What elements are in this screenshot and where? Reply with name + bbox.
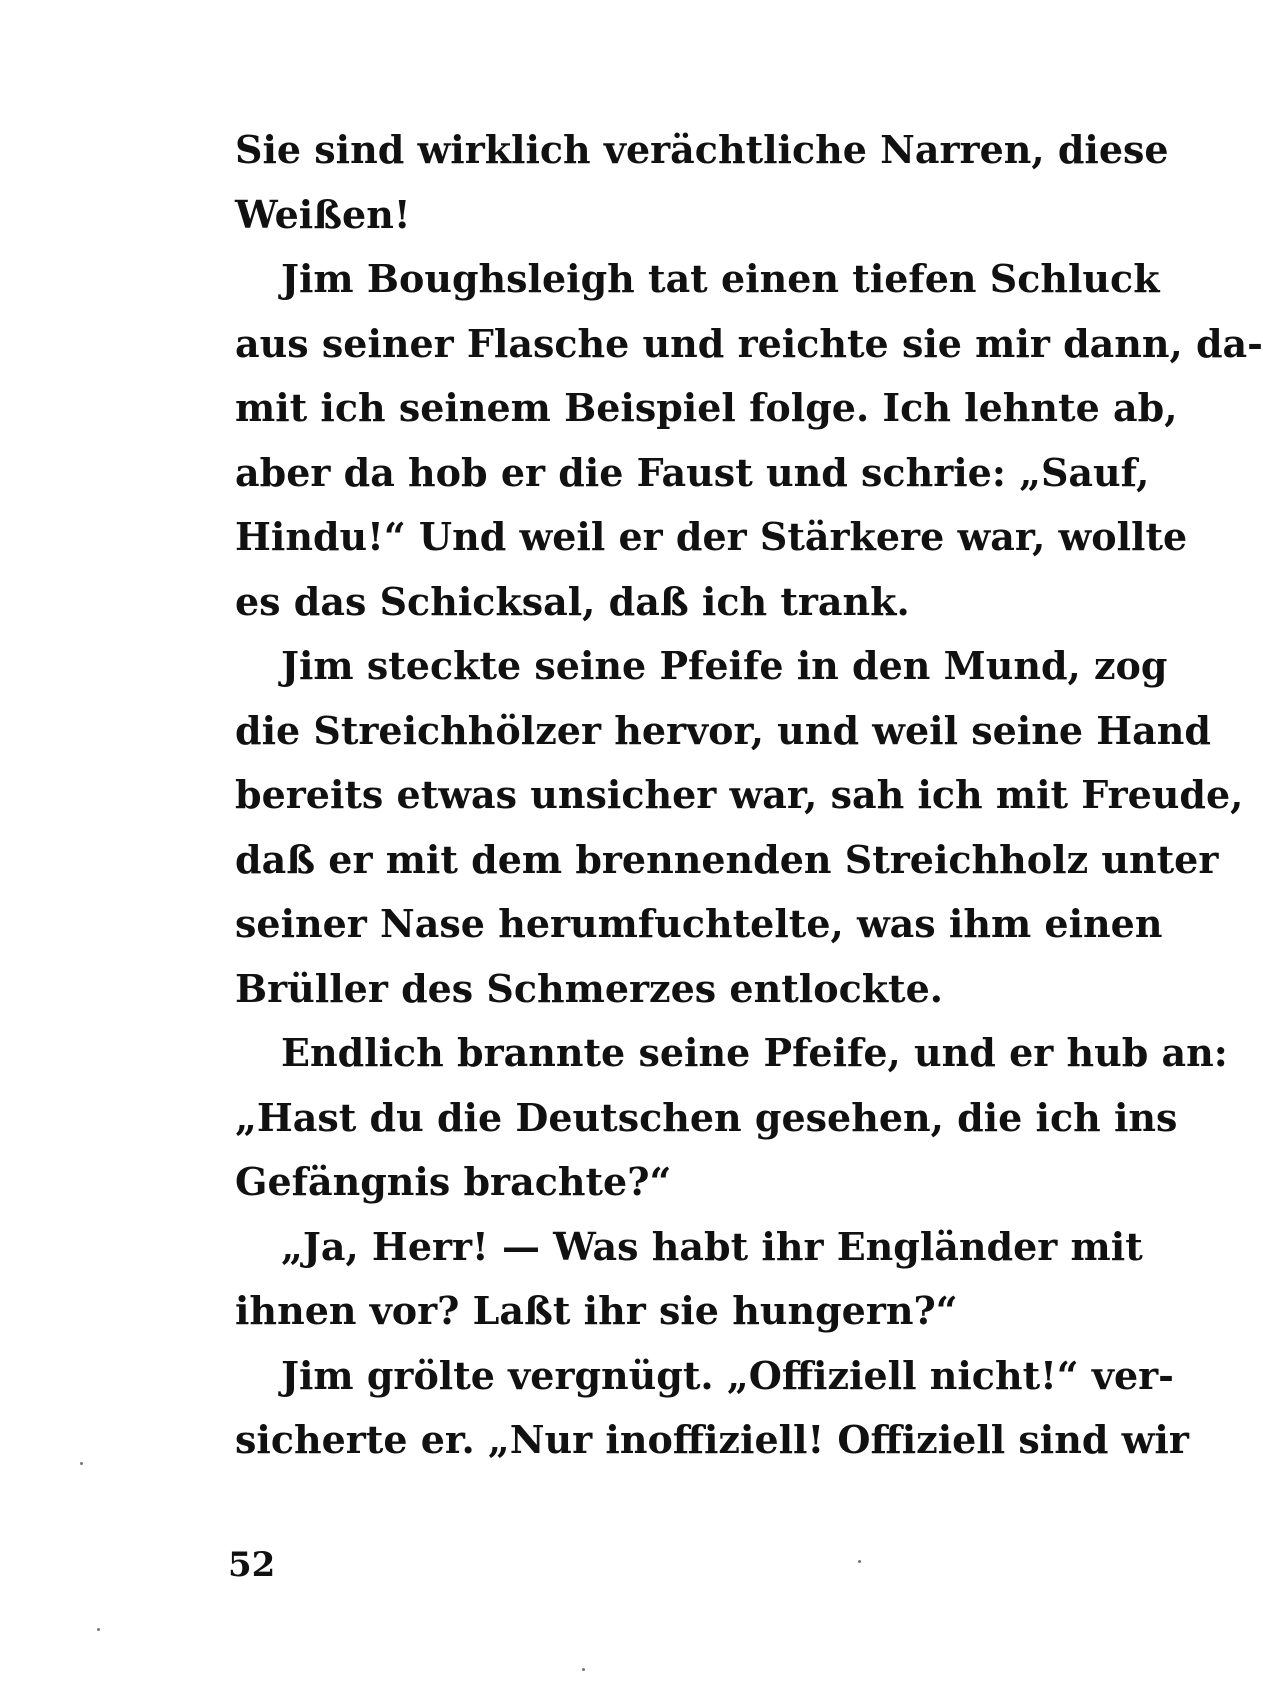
text-line-5: mit ich seinem Beispiel folge. Ich lehnte ab, (235, 385, 1178, 430)
text-line-8: es das Schicksal, daß ich trank. (235, 578, 910, 624)
page-number: 52 (228, 1545, 276, 1585)
text-line-13: seiner Nase herumfuchtelte, was ihm einen (235, 901, 1163, 946)
scan-speck (80, 1462, 83, 1465)
text-line-20: Jim grölte vergnügt. „Offiziell nicht!“ ver- (281, 1352, 1174, 1398)
text-line-11: bereits etwas unsicher war, sah ich mit Freude, (235, 772, 1244, 817)
text-line-3: Jim Boughsleigh tat einen tiefen Schluck (281, 256, 1160, 301)
text-line-10: die Streichhölzer hervor, und weil seine Hand (235, 707, 1211, 753)
scan-speck (97, 1628, 100, 1631)
text-line-16: „Hast du die Deutschen gesehen, die ich ins (235, 1094, 1178, 1140)
scan-speck (582, 1668, 585, 1671)
body-text (235, 118, 1263, 1473)
text-line-7: Hindu!“ Und weil er der Stärkere war, wollte (235, 514, 1188, 559)
text-line-19: ihnen vor? Laßt ihr sie hungern?“ (235, 1288, 958, 1333)
text-line-14: Brüller des Schmerzes entlockte. (235, 965, 943, 1011)
scan-speck (858, 1560, 861, 1563)
text-line-17: Gefängnis brachte?“ (235, 1159, 672, 1204)
text-line-18: „Ja, Herr! — Was habt ihr Engländer mit (281, 1223, 1143, 1269)
text-line-4: aus seiner Flasche und reichte sie mir dann, da- (235, 320, 1263, 366)
text-line-2: Weißen! (235, 191, 411, 237)
text-line-12: daß er mit dem brennenden Streichholz unter (235, 836, 1219, 882)
text-line-1: Sie sind wirklich verächtliche Narren, diese (235, 127, 1169, 172)
text-line-6: aber da hob er die Faust und schrie: „Sauf, (235, 449, 1150, 495)
text-line-15: Endlich brannte seine Pfeife, und er hub an: (281, 1030, 1228, 1075)
text-line-21: sicherte er. „Nur inoffiziell! Offiziell sind wir (235, 1417, 1189, 1462)
text-line-9: Jim steckte seine Pfeife in den Mund, zog (281, 643, 1168, 688)
